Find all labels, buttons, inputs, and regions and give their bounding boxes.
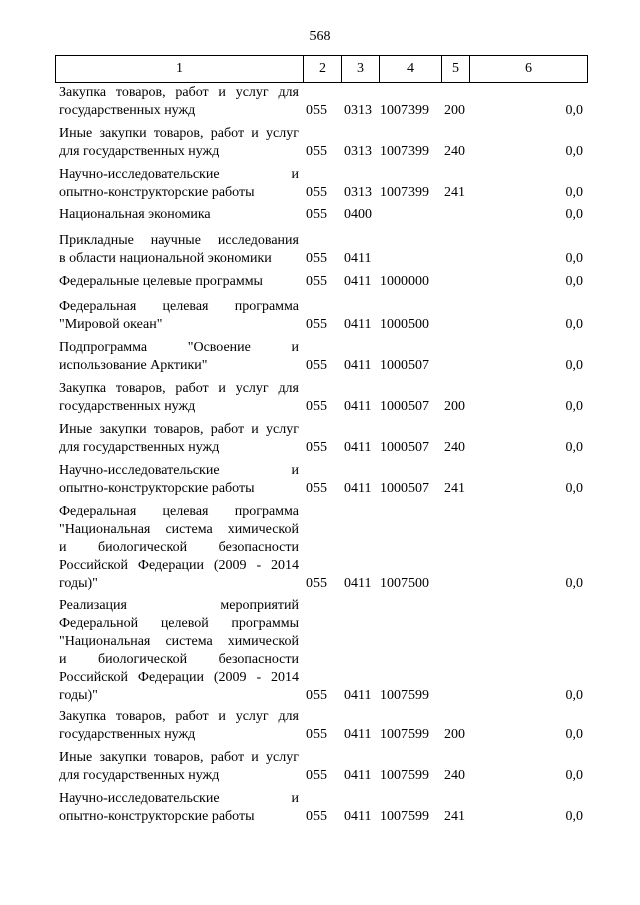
description-line: годы)" [59, 688, 98, 703]
description-line: Федеральной целевой программы [59, 616, 299, 631]
col-2-value: 055 [306, 358, 327, 373]
col-3-value: 0313 [344, 144, 372, 159]
col-2-value: 055 [306, 251, 327, 266]
col-6-value: 0,0 [565, 688, 583, 703]
col-2-value: 055 [306, 688, 327, 703]
description-line: Российской Федерации (2009 - 2014 [59, 558, 299, 573]
col-4-value: 1007399 [380, 144, 429, 159]
col-4-value: 1007500 [380, 576, 429, 591]
description-line: в области национальной экономики [59, 251, 272, 266]
table-row [55, 125, 588, 161]
row-description [59, 749, 299, 785]
col-6-value: 0,0 [565, 358, 583, 373]
page-number: 568 [309, 29, 331, 44]
description-line: Подпрограмма "Освоение и [59, 340, 299, 355]
row-description [59, 462, 299, 498]
description-line: опытно-конструкторские работы [59, 809, 255, 824]
col-4-value: 1000507 [380, 481, 429, 496]
col-2-value: 055 [306, 399, 327, 414]
col-4-value: 1000507 [380, 399, 429, 414]
col-5-value: 240 [444, 144, 465, 159]
table-row [55, 503, 588, 593]
col-3-value: 0411 [344, 768, 372, 783]
description-line: "Национальная система химической [59, 522, 299, 537]
description-line: государственных нужд [59, 727, 196, 742]
col-6-value: 0,0 [565, 317, 583, 332]
description-line: для государственных нужд [59, 768, 220, 783]
col-2-value: 055 [306, 274, 327, 289]
col-6-value: 0,0 [565, 727, 583, 742]
table-row [55, 790, 588, 826]
col-3-value: 0313 [344, 103, 372, 118]
description-line: Российской Федерации (2009 - 2014 [59, 670, 299, 685]
description-line: Научно-исследовательские и [59, 791, 299, 806]
col-2-value: 055 [306, 727, 327, 742]
col-3-value: 0400 [344, 207, 372, 222]
col-6-value: 0,0 [565, 440, 583, 455]
description-line: Иные закупки товаров, работ и услуг [59, 422, 299, 437]
col-4-value: 1000507 [380, 440, 429, 455]
description-line: "Национальная система химической [59, 634, 299, 649]
row-description [59, 790, 299, 826]
description-line: Закупка товаров, работ и услуг для [59, 709, 299, 724]
col-5-value: 241 [444, 809, 465, 824]
col-6-value: 0,0 [565, 399, 583, 414]
col-2-value: 055 [306, 185, 327, 200]
description-line: Реализация мероприятий [59, 598, 299, 613]
col-5-value: 200 [444, 727, 465, 742]
col-6-value: 0,0 [565, 274, 583, 289]
row-description [59, 166, 299, 202]
description-line: для государственных нужд [59, 144, 220, 159]
row-description [59, 206, 299, 224]
description-line: "Мировой океан" [59, 317, 163, 332]
description-line: Федеральная целевая программа [59, 504, 299, 519]
description-line: и биологической безопасности [59, 652, 299, 667]
description-line: Федеральная целевая программа [59, 299, 299, 314]
col-6-value: 0,0 [565, 251, 583, 266]
table-row [55, 273, 588, 291]
col-4-value: 1007599 [380, 727, 429, 742]
col-6-value: 0,0 [565, 103, 583, 118]
description-line: государственных нужд [59, 103, 196, 118]
col-5-value: 200 [444, 103, 465, 118]
row-description [59, 380, 299, 416]
description-line: Научно-исследовательские и [59, 167, 299, 182]
row-description [59, 339, 299, 375]
col-2-value: 055 [306, 317, 327, 332]
description-line: Национальная экономика [59, 207, 211, 222]
table-row [55, 166, 588, 202]
description-line: Прикладные научные исследования [59, 233, 299, 248]
header-col-4: 4 [379, 56, 441, 82]
row-description [59, 503, 299, 593]
col-2-value: 055 [306, 440, 327, 455]
col-2-value: 055 [306, 144, 327, 159]
description-line: годы)" [59, 576, 98, 591]
col-3-value: 0313 [344, 185, 372, 200]
col-5-value: 241 [444, 185, 465, 200]
row-description [59, 232, 299, 268]
col-6-value: 0,0 [565, 144, 583, 159]
table-row [55, 421, 588, 457]
col-3-value: 0411 [344, 251, 372, 266]
col-3-value: 0411 [344, 317, 372, 332]
col-2-value: 055 [306, 809, 327, 824]
col-3-value: 0411 [344, 274, 372, 289]
col-2-value: 055 [306, 481, 327, 496]
table-row [55, 298, 588, 334]
header-col-5: 5 [441, 56, 469, 82]
table-row [55, 708, 588, 744]
col-6-value: 0,0 [565, 576, 583, 591]
description-line: опытно-конструкторские работы [59, 481, 255, 496]
table-row [55, 84, 588, 120]
header-col-2: 2 [303, 56, 341, 82]
description-line: государственных нужд [59, 399, 196, 414]
row-description [59, 597, 299, 705]
col-6-value: 0,0 [565, 207, 583, 222]
row-description [59, 298, 299, 334]
header-col-3: 3 [341, 56, 379, 82]
table-row [55, 462, 588, 498]
table-row [55, 232, 588, 268]
table-row [55, 206, 588, 224]
col-2-value: 055 [306, 576, 327, 591]
description-line: Научно-исследовательские и [59, 463, 299, 478]
row-description [59, 421, 299, 457]
col-2-value: 055 [306, 768, 327, 783]
row-description [59, 125, 299, 161]
col-4-value: 1000500 [380, 317, 429, 332]
col-3-value: 0411 [344, 576, 372, 591]
col-3-value: 0411 [344, 727, 372, 742]
col-4-value: 1007599 [380, 688, 429, 703]
col-5-value: 241 [444, 481, 465, 496]
col-4-value: 1000507 [380, 358, 429, 373]
col-4-value: 1007599 [380, 809, 429, 824]
row-description [59, 84, 299, 120]
col-2-value: 055 [306, 207, 327, 222]
col-3-value: 0411 [344, 809, 372, 824]
header-col-1: 1 [176, 61, 183, 76]
col-3-value: 0411 [344, 481, 372, 496]
table-header [55, 55, 588, 83]
table-row [55, 380, 588, 416]
col-3-value: 0411 [344, 358, 372, 373]
description-line: для государственных нужд [59, 440, 220, 455]
col-4-value: 1000000 [380, 274, 429, 289]
col-5-value: 240 [444, 768, 465, 783]
description-line: опытно-конструкторские работы [59, 185, 255, 200]
col-6-value: 0,0 [565, 185, 583, 200]
description-line: Иные закупки товаров, работ и услуг [59, 126, 299, 141]
table-row [55, 749, 588, 785]
description-line: и биологической безопасности [59, 540, 299, 555]
description-line: Федеральные целевые программы [59, 274, 263, 289]
description-line: Иные закупки товаров, работ и услуг [59, 750, 299, 765]
col-4-value: 1007399 [380, 103, 429, 118]
col-3-value: 0411 [344, 399, 372, 414]
col-4-value: 1007399 [380, 185, 429, 200]
description-line: Закупка товаров, работ и услуг для [59, 381, 299, 396]
header-col-6: 6 [469, 56, 587, 82]
col-6-value: 0,0 [565, 481, 583, 496]
col-3-value: 0411 [344, 440, 372, 455]
col-6-value: 0,0 [565, 809, 583, 824]
table-row [55, 597, 588, 705]
description-line: использование Арктики" [59, 358, 208, 373]
row-description [59, 708, 299, 744]
col-5-value: 240 [444, 440, 465, 455]
description-line: Закупка товаров, работ и услуг для [59, 85, 299, 100]
col-2-value: 055 [306, 103, 327, 118]
col-5-value: 200 [444, 399, 465, 414]
table-row [55, 339, 588, 375]
col-6-value: 0,0 [565, 768, 583, 783]
col-3-value: 0411 [344, 688, 372, 703]
row-description [59, 273, 299, 291]
col-4-value: 1007599 [380, 768, 429, 783]
